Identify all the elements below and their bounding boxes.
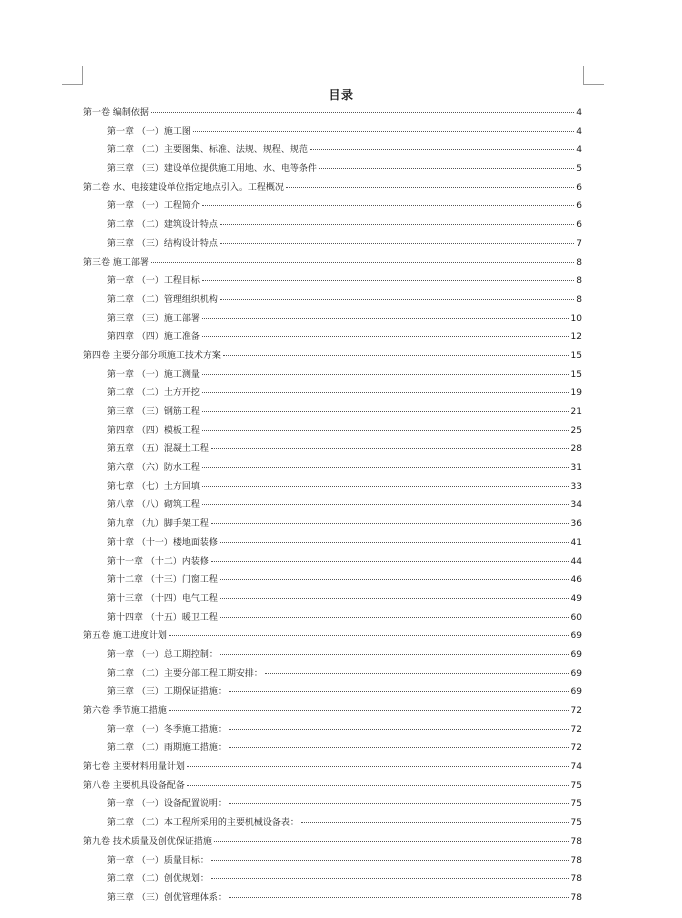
toc-entry-page-number: 41 bbox=[570, 537, 582, 548]
toc-entry-page-number: 7 bbox=[576, 238, 582, 249]
toc-entry-page-number: 44 bbox=[570, 556, 582, 567]
toc-entry-page-number: 25 bbox=[570, 425, 582, 436]
toc-entry-label: 第七章 （七）土方回填 bbox=[107, 481, 200, 492]
toc-dot-leader bbox=[202, 421, 569, 431]
toc-entry-label: 第四卷 主要分部分项施工技术方案 bbox=[83, 350, 221, 361]
toc-entry-page-number: 78 bbox=[570, 874, 582, 885]
toc-entry-page-number: 72 bbox=[570, 706, 582, 716]
toc-entry-label: 第十三章 （十四）电气工程 bbox=[107, 593, 218, 604]
toc-entry-page-number: 33 bbox=[570, 481, 582, 492]
toc-entry-label: 第三章 （三）施工部署 bbox=[107, 313, 200, 324]
toc-entry-label: 第十章 （十一）楼地面装修 bbox=[107, 537, 218, 548]
toc-entry-label: 第二章 （二）建筑设计特点 bbox=[107, 220, 218, 231]
toc-entry-page-number: 72 bbox=[570, 724, 582, 735]
toc-entry-chapter[interactable] bbox=[83, 795, 582, 814]
toc-dot-leader bbox=[202, 271, 574, 281]
toc-entry-chapter[interactable] bbox=[83, 814, 582, 833]
toc-entry-label: 第三章 （三）建设单位提供施工用地、水、电等条件 bbox=[107, 164, 317, 175]
toc-entry-label: 第六卷 季节施工措施 bbox=[83, 706, 167, 716]
toc-entry-chapter[interactable] bbox=[83, 553, 582, 572]
toc-entry-page-number: 15 bbox=[570, 350, 582, 361]
toc-dot-leader bbox=[220, 215, 574, 225]
toc-entry-volume[interactable] bbox=[83, 702, 582, 721]
toc-dot-leader bbox=[151, 253, 574, 263]
toc-entry-page-number: 75 bbox=[570, 818, 582, 829]
toc-dot-leader bbox=[211, 869, 569, 879]
toc-entry-chapter[interactable] bbox=[83, 366, 582, 385]
toc-dot-leader bbox=[223, 346, 569, 356]
toc-dot-leader bbox=[202, 477, 569, 487]
toc-entry-label: 第四章 （四）模板工程 bbox=[107, 425, 200, 436]
toc-entry-chapter[interactable] bbox=[83, 515, 582, 534]
toc-entry-chapter[interactable] bbox=[83, 422, 582, 441]
toc-entry-chapter[interactable] bbox=[83, 478, 582, 497]
toc-entry-label: 第三章 （三）创优管理体系： bbox=[107, 892, 227, 903]
toc-entry-label: 第八章 （八）砌筑工程 bbox=[107, 500, 200, 511]
toc-entry-label: 第三章 （三）结构设计特点 bbox=[107, 238, 218, 249]
toc-entry-label: 第一章 （一）工程简介 bbox=[107, 201, 200, 212]
toc-dot-leader bbox=[202, 383, 569, 393]
toc-entry-label: 第八卷 主要机具设备配备 bbox=[83, 780, 185, 791]
toc-entry-label: 第十一章 （十二）内装修 bbox=[107, 556, 209, 567]
toc-entry-chapter[interactable] bbox=[83, 197, 582, 216]
toc-entry-chapter[interactable] bbox=[83, 534, 582, 553]
toc-dot-leader bbox=[202, 458, 569, 468]
toc-entry-chapter[interactable] bbox=[83, 665, 582, 684]
toc-entry-page-number: 69 bbox=[570, 687, 582, 698]
toc-entry-volume[interactable] bbox=[83, 347, 582, 366]
toc-entry-chapter[interactable] bbox=[83, 160, 582, 179]
toc-dot-leader bbox=[193, 122, 574, 132]
toc-entry-page-number: 49 bbox=[570, 593, 582, 604]
toc-dot-leader bbox=[202, 402, 569, 412]
toc-dot-leader bbox=[220, 645, 569, 655]
toc-entry-chapter[interactable] bbox=[83, 721, 582, 740]
toc-entry-volume[interactable] bbox=[83, 777, 582, 796]
toc-dot-leader bbox=[202, 196, 574, 206]
toc-entry-page-number: 10 bbox=[570, 313, 582, 324]
toc-entry-chapter[interactable] bbox=[83, 870, 582, 889]
toc-entry-chapter[interactable] bbox=[83, 141, 582, 160]
toc-entry-chapter[interactable] bbox=[83, 609, 582, 628]
toc-entry-label: 第四章 （四）施工准备 bbox=[107, 332, 200, 343]
toc-entry-label: 第一章 （一）施工图 bbox=[107, 126, 191, 137]
toc-dot-leader bbox=[187, 757, 569, 767]
toc-entry-page-number: 74 bbox=[570, 762, 582, 773]
toc-entry-label: 第二章 （二）创优规划： bbox=[107, 874, 209, 885]
toc-entry-chapter[interactable] bbox=[83, 403, 582, 422]
toc-entry-chapter[interactable] bbox=[83, 291, 582, 310]
toc-entry-label: 第十四章 （十五）暖卫工程 bbox=[107, 612, 218, 623]
toc-dot-leader bbox=[202, 309, 569, 319]
toc-entry-label: 第十二章 （十三）门窗工程 bbox=[107, 575, 218, 586]
toc-entry-page-number: 60 bbox=[570, 612, 582, 623]
toc-entry-volume[interactable] bbox=[83, 627, 582, 646]
toc-dot-leader bbox=[169, 626, 569, 636]
toc-entry-page-number: 69 bbox=[570, 668, 582, 679]
toc-entry-chapter[interactable] bbox=[83, 683, 582, 702]
toc-dot-leader bbox=[220, 589, 569, 599]
toc-entry-label: 第一卷 编制依据 bbox=[83, 108, 149, 118]
toc-dot-leader bbox=[151, 103, 574, 113]
toc-entry-chapter[interactable] bbox=[83, 590, 582, 609]
crop-mark-top-left bbox=[62, 66, 83, 85]
toc-dot-leader bbox=[310, 140, 574, 150]
toc-entry-label: 第五卷 施工进度计划 bbox=[83, 631, 167, 642]
toc-dot-leader bbox=[220, 570, 569, 580]
toc-entry-page-number: 31 bbox=[570, 463, 582, 474]
toc-entry-label: 第二章 （二）主要图集、标准、法规、规程、规范 bbox=[107, 145, 308, 156]
toc-entry-chapter[interactable] bbox=[83, 328, 582, 347]
toc-dot-leader bbox=[229, 888, 569, 898]
toc-entry-page-number: 72 bbox=[570, 743, 582, 754]
toc-entry-label: 第二章 （二）管理组织机构 bbox=[107, 294, 218, 305]
toc-entry-page-number: 4 bbox=[576, 126, 582, 137]
toc-entry-label: 第五章 （五）混凝土工程 bbox=[107, 444, 209, 455]
toc-entry-page-number: 5 bbox=[576, 164, 582, 175]
toc-entry-page-number: 75 bbox=[570, 799, 582, 810]
toc-entry-label: 第一章 （一）施工测量 bbox=[107, 369, 200, 380]
toc-entry-chapter[interactable] bbox=[83, 739, 582, 758]
toc-entry-label: 第一章 （一）质量目标： bbox=[107, 855, 209, 866]
toc-entry-label: 第三章 （三）钢筋工程 bbox=[107, 407, 200, 417]
toc-entry-page-number: 8 bbox=[576, 294, 582, 305]
toc-entry-page-number: 75 bbox=[570, 780, 582, 791]
toc-dot-leader bbox=[211, 851, 569, 861]
toc-dot-leader bbox=[214, 832, 569, 842]
toc-entry-label: 第六章 （六）防水工程 bbox=[107, 463, 200, 474]
toc-entry-page-number: 21 bbox=[570, 407, 582, 417]
toc-dot-leader bbox=[211, 552, 569, 562]
toc-dot-leader bbox=[265, 664, 569, 674]
toc-entry-chapter[interactable] bbox=[83, 310, 582, 329]
toc-entry-chapter[interactable] bbox=[83, 852, 582, 871]
toc-entry-chapter[interactable] bbox=[83, 889, 582, 908]
table-of-contents bbox=[83, 104, 582, 908]
toc-entry-volume[interactable] bbox=[83, 254, 582, 273]
toc-entry-volume[interactable] bbox=[83, 104, 582, 123]
toc-entry-page-number: 34 bbox=[570, 500, 582, 511]
toc-entry-chapter[interactable] bbox=[83, 440, 582, 459]
toc-dot-leader bbox=[211, 514, 569, 524]
toc-entry-label: 第七卷 主要材料用量计划 bbox=[83, 762, 185, 773]
toc-entry-page-number: 46 bbox=[570, 575, 582, 586]
toc-entry-label: 第三章 （三）工期保证措施： bbox=[107, 687, 227, 698]
toc-entry-chapter[interactable] bbox=[83, 459, 582, 478]
toc-entry-page-number: 19 bbox=[570, 388, 582, 399]
toc-dot-leader bbox=[229, 720, 569, 730]
toc-entry-label: 第九卷 技术质量及创优保证措施 bbox=[83, 836, 212, 847]
toc-entry-label: 第一章 （一）冬季施工措施： bbox=[107, 724, 227, 735]
toc-entry-chapter[interactable] bbox=[83, 646, 582, 665]
toc-dot-leader bbox=[169, 701, 569, 711]
toc-entry-page-number: 4 bbox=[576, 145, 582, 156]
toc-entry-page-number: 6 bbox=[576, 182, 582, 193]
toc-entry-chapter[interactable] bbox=[83, 496, 582, 515]
toc-entry-chapter[interactable] bbox=[83, 123, 582, 142]
toc-entry-page-number: 28 bbox=[570, 444, 582, 455]
toc-entry-volume[interactable] bbox=[83, 833, 582, 852]
toc-entry-label: 第三卷 施工部署 bbox=[83, 257, 149, 268]
toc-entry-page-number: 8 bbox=[576, 276, 582, 287]
toc-entry-chapter[interactable] bbox=[83, 571, 582, 590]
toc-dot-leader bbox=[211, 439, 569, 449]
toc-title: 目录 bbox=[328, 88, 354, 102]
toc-entry-page-number: 36 bbox=[570, 519, 582, 530]
toc-dot-leader bbox=[202, 365, 569, 375]
toc-entry-chapter[interactable] bbox=[83, 272, 582, 291]
toc-entry-chapter[interactable] bbox=[83, 384, 582, 403]
toc-dot-leader bbox=[229, 794, 569, 804]
toc-dot-leader bbox=[286, 178, 574, 188]
crop-mark-top-right bbox=[583, 66, 604, 85]
toc-dot-leader bbox=[202, 327, 569, 337]
toc-entry-chapter[interactable] bbox=[83, 216, 582, 235]
toc-entry-page-number: 8 bbox=[576, 257, 582, 268]
toc-entry-label: 第九章 （九）脚手架工程 bbox=[107, 519, 209, 530]
toc-entry-page-number: 69 bbox=[570, 631, 582, 642]
toc-entry-label: 第二章 （二）雨期施工措施： bbox=[107, 743, 227, 754]
toc-entry-page-number: 6 bbox=[576, 201, 582, 212]
toc-dot-leader bbox=[229, 682, 569, 692]
toc-entry-page-number: 69 bbox=[570, 649, 582, 660]
toc-entry-page-number: 15 bbox=[570, 369, 582, 380]
toc-entry-label: 第一章 （一）工程目标 bbox=[107, 276, 200, 287]
toc-entry-page-number: 78 bbox=[570, 836, 582, 847]
toc-entry-label: 第二章 （二）主要分部工程工期安排： bbox=[107, 668, 263, 679]
toc-dot-leader bbox=[319, 159, 574, 169]
toc-dot-leader bbox=[301, 813, 569, 823]
toc-entry-page-number: 6 bbox=[576, 220, 582, 231]
toc-entry-volume[interactable] bbox=[83, 179, 582, 198]
toc-entry-page-number: 4 bbox=[576, 108, 582, 118]
toc-entry-page-number: 78 bbox=[570, 892, 582, 903]
toc-entry-page-number: 12 bbox=[570, 332, 582, 343]
toc-dot-leader bbox=[220, 533, 569, 543]
toc-entry-chapter[interactable] bbox=[83, 235, 582, 254]
toc-entry-label: 第一章 （一）设备配置说明： bbox=[107, 799, 227, 810]
toc-entry-volume[interactable] bbox=[83, 758, 582, 777]
toc-dot-leader bbox=[220, 290, 574, 300]
toc-entry-label: 第二卷 水、电接建设单位指定地点引入。工程概况 bbox=[83, 182, 284, 193]
toc-dot-leader bbox=[229, 738, 569, 748]
toc-entry-label: 第一章 （一）总工期控制： bbox=[107, 649, 218, 660]
toc-entry-page-number: 78 bbox=[570, 855, 582, 866]
toc-dot-leader bbox=[187, 776, 569, 786]
toc-dot-leader bbox=[202, 495, 569, 505]
toc-dot-leader bbox=[220, 608, 569, 618]
toc-entry-label: 第二章 （二）本工程所采用的主要机械设备表： bbox=[107, 818, 299, 829]
toc-dot-leader bbox=[220, 234, 574, 244]
toc-entry-label: 第二章 （二）土方开挖 bbox=[107, 388, 200, 399]
